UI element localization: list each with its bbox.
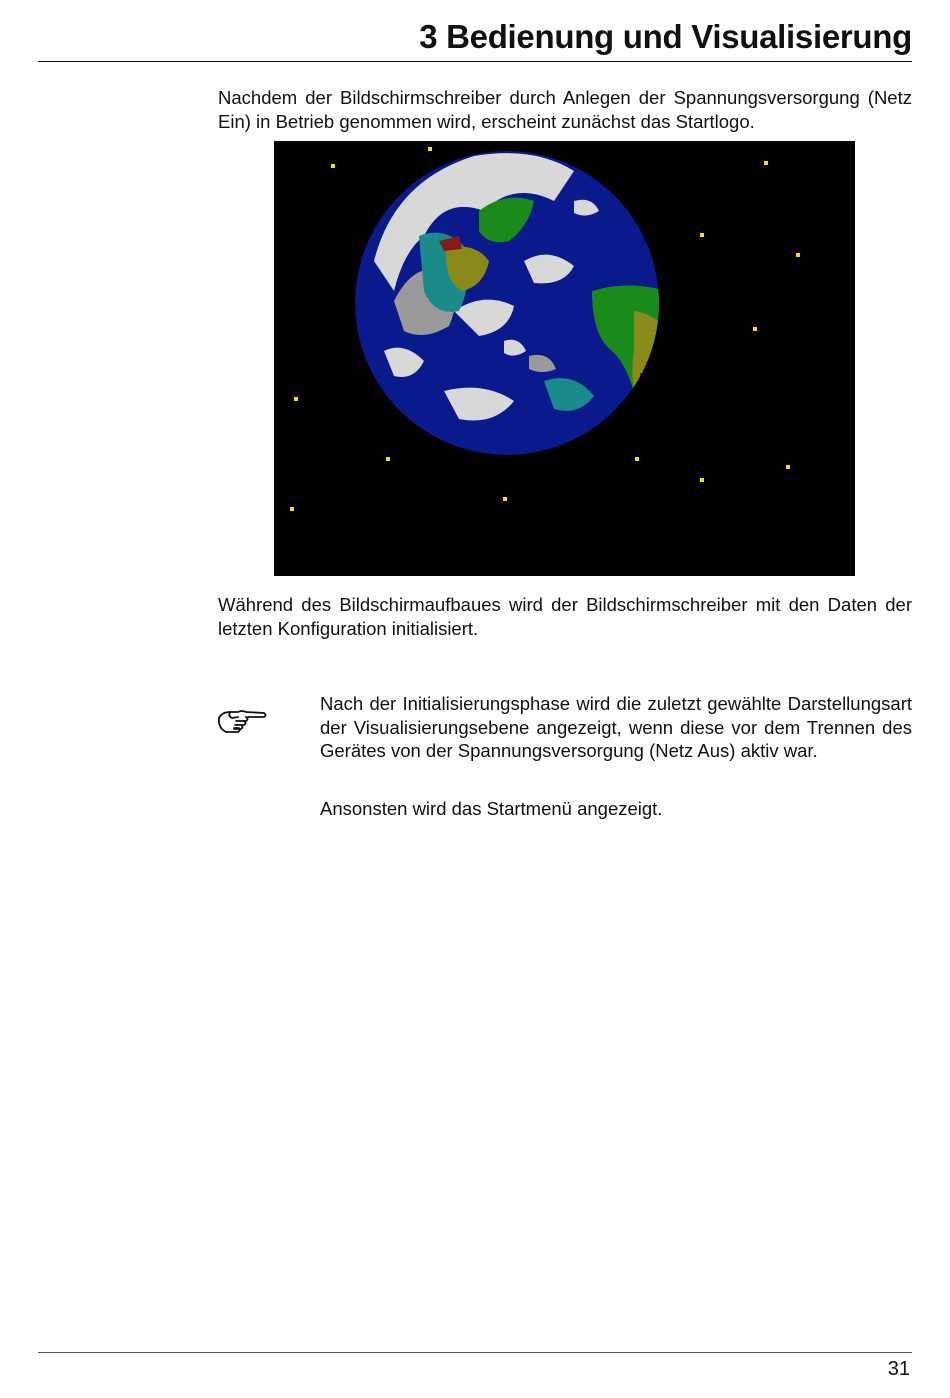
page-number: 31 [887,1358,910,1380]
header-divider [38,61,912,62]
pointing-hand-icon [216,706,268,736]
footer-divider [38,1352,912,1353]
note-text-initialization: Nach der Initialisierungsphase wird die zuletzt gewählte Darstellungsart der Visualisierungsebene angezeigt, wenn diese vor dem Trennen des Gerätes von der Spannungsversorgung (Netz Aus) aktiv war. [320,693,912,761]
note-text-startmenu: Ansonsten wird das Startmenü angezeigt. [320,798,663,819]
after-image-paragraph: Während des Bildschirmaufbaues wird der Bildschirmschreiber mit den Daten der letzten Konfiguration initialisiert. [218,594,912,639]
intro-paragraph: Nachdem der Bildschirmschreiber durch Anlegen der Spannungsversorgung (Netz Ein) in Betrieb genommen wird, erscheint zunächst das Startlogo. [218,87,912,132]
startlogo-earth-image [274,141,855,576]
page-title: 3 Bedienung und Visualisierung [419,18,912,55]
